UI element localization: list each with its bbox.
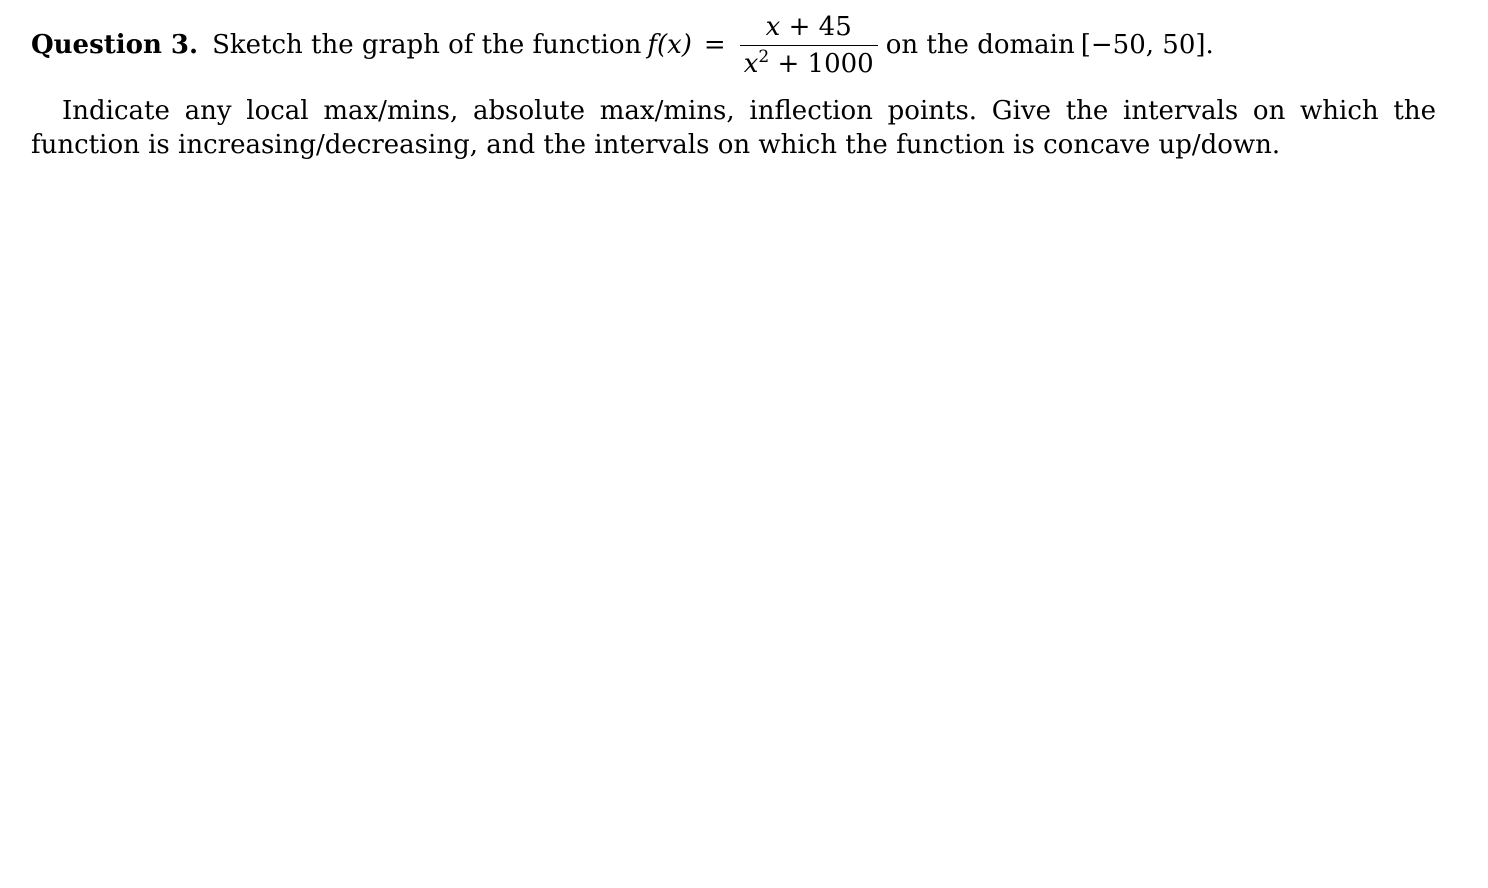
equals-sign: = [703,30,726,60]
domain-text: on the domain [885,30,1075,60]
question-document [31,8,1441,162]
numerator-rest: + 45 [788,11,852,42]
domain-interval: [−50, 50]. [1080,30,1214,60]
fraction-numerator [762,12,856,45]
denominator-exponent: 2 [758,46,770,67]
function-name: f [647,30,657,60]
numerator-variable: x [765,11,781,42]
instructions-paragraph: Indicate any local max/mins, absolute max/mins, inflection points. Give the intervals on which the function is increasing/decreasing, and the intervals on which the function is concave up/down. [31,96,1436,160]
denominator-variable: x [743,48,759,79]
question-statement [31,8,1441,82]
fraction [740,12,878,79]
function-variable: (x) [656,30,692,60]
function-expression [647,28,692,62]
question-label: Question 3. [31,30,199,60]
question-intro: Sketch the graph of the function [212,30,642,60]
fraction-denominator [740,45,878,79]
denominator-rest: + 1000 [777,48,874,79]
